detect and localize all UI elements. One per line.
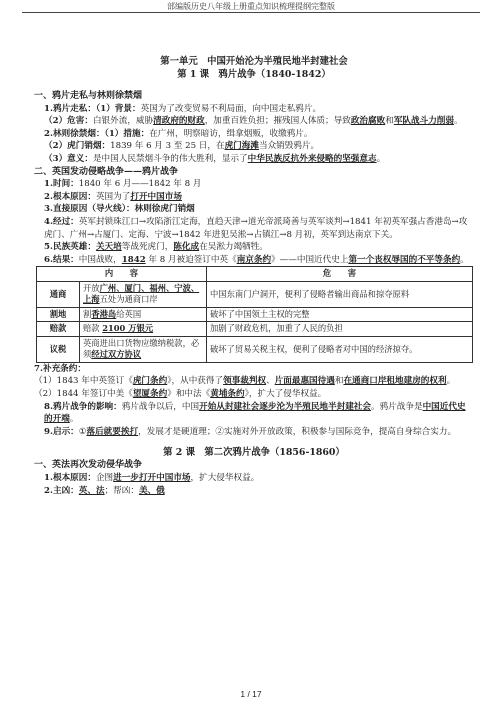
lesson1-title: 第 1 课 鸦片战争（1840-1842） (177, 69, 331, 80)
table-head-content: 内 容 (37, 267, 207, 282)
page-number: 1 / 17 (240, 689, 262, 699)
table-row (37, 336, 473, 362)
table-row (37, 281, 473, 307)
l2-line2: 2.主凶：英、法；帮凶：美、俄 (44, 485, 165, 496)
row-label: 赔款 (37, 322, 80, 337)
treaty-table (36, 266, 473, 363)
row-harm: 中国东南门户洞开，便利了侵略者输出商品和掠夺原料 (207, 281, 473, 307)
row-harm: 破坏了中国领土主权的完整 (207, 307, 473, 322)
lesson2-title: 第 2 课 第二次鸦片战争（1856-1860） (163, 447, 345, 459)
s2-line4: 4.经过：英军封锁珠江口→攻陷浙江定海，直趋天津→道光帝派琦善与英军谈判→1841 年初英军强占香港岛→攻虎门、广州→占厦门、定海、宁波→1842 年进犯吴淞→占镇江→8 月初，英军到达南京下关。 (44, 216, 468, 240)
document-body (34, 55, 474, 497)
s2-heading: 二、英国发动侵略战争——鸦片战争 (34, 166, 179, 177)
s2-line6: 6.结果：中国战败，1842 年 8 月被迫签订中英《南京条约》——中国近代史上第一个丧权辱国的不平等条约。 (44, 254, 469, 265)
s1-line5: （3）意义：是中国人民禁烟斗争的伟大胜利，显示了中华民族反抗外来侵略的坚强意志。 (44, 153, 386, 164)
s2-line5: 5.民族英雄：关天培等战死虎门，陈化成在吴淞力竭牺牲。 (44, 242, 268, 253)
s3-line7-label: 7.补充条约： (34, 363, 86, 374)
row-content: 赔款 2100 万银元 (80, 322, 207, 337)
s3-line7a: （1）1843 年中英签订《虎门条约》，从中获得了领事裁判权、片面最惠国待遇和在通商口岸租地建房的权利。 (34, 376, 456, 387)
table-header-row (37, 267, 473, 282)
table-head-harm: 危 害 (207, 267, 473, 282)
table-row (37, 322, 473, 337)
row-harm: 破坏了贸易关税主权，便利了侵略者对中国的经济掠夺。 (207, 336, 473, 362)
row-label: 议税 (37, 336, 80, 362)
table-row (37, 307, 473, 322)
running-header: 部编版历史八年级上册重点知识梳理提纲完整版 (167, 2, 335, 11)
s2-line2: 2.根本原因：英国为了打开中国市场 (44, 191, 182, 202)
s2-line1: 1.时间：1840 年 6 月——1842 年 8 月 (44, 179, 202, 190)
s3-line7b: （2）1844 年签订中美《望厦条约》和中法《黄埔条约》，扩大了侵华权益。 (34, 389, 327, 399)
s1-line3: 2.林则徐禁烟：（1）措施：在广州，明察暗访，缉拿烟贩，收缴鸦片。 (44, 128, 313, 139)
row-label: 割地 (37, 307, 80, 322)
s3-line8: 8.鸦片战争的影响：鸦片战争以后，中国开始从封建社会逐步沦为半殖民地半封建社会。鸦片战争是中国近代史的开端。 (44, 401, 466, 425)
row-content: 割香港岛给英国 (80, 307, 207, 322)
l2-heading: 一、英法再次发动侵华战争 (34, 460, 143, 471)
s3-line9: 9.启示：①落后就要挨打，发展才是硬道理；②实施对外开放政策，积极参与国际竞争，提高自身综合实力。 (44, 426, 457, 437)
s2-line3: 3.直接原因（导火线）：林则徐虎门销烟 (44, 204, 195, 215)
row-harm: 加剧了财政危机，加重了人民的负担 (207, 322, 473, 337)
s1-line2: （2）危害：白银外流，威胁清政府的财政，加重百姓负担；摧残国人体质；导致政治腐败和军队战斗力削弱。 (44, 116, 463, 127)
row-content: 英商进出口货物应缴纳税款，必须经过双方协议 (80, 336, 207, 362)
unit-title: 第一单元 中国开始沦为半殖民地半封建社会 (160, 56, 348, 67)
row-content: 开放广州、厦门、福州、宁波、上海五处为通商口岸 (80, 281, 207, 307)
s1-line4: （2）虎门销烟：1839 年 6 月 3 至 25 日，在虎门海滩当众销毁鸦片。 (44, 141, 320, 152)
l2-line1: 1.根本原因：企图进一步打开中国市场，扩大侵华权益。 (44, 472, 260, 483)
row-label: 通商 (37, 281, 80, 307)
header-rule (22, 12, 480, 13)
s1-line1: 1.鸦片走私：（1）背景：英国为了改变贸易不利局面，向中国走私鸦片。 (44, 103, 322, 114)
s1-heading: 一、鸦片走私与林则徐禁烟 (34, 91, 143, 101)
